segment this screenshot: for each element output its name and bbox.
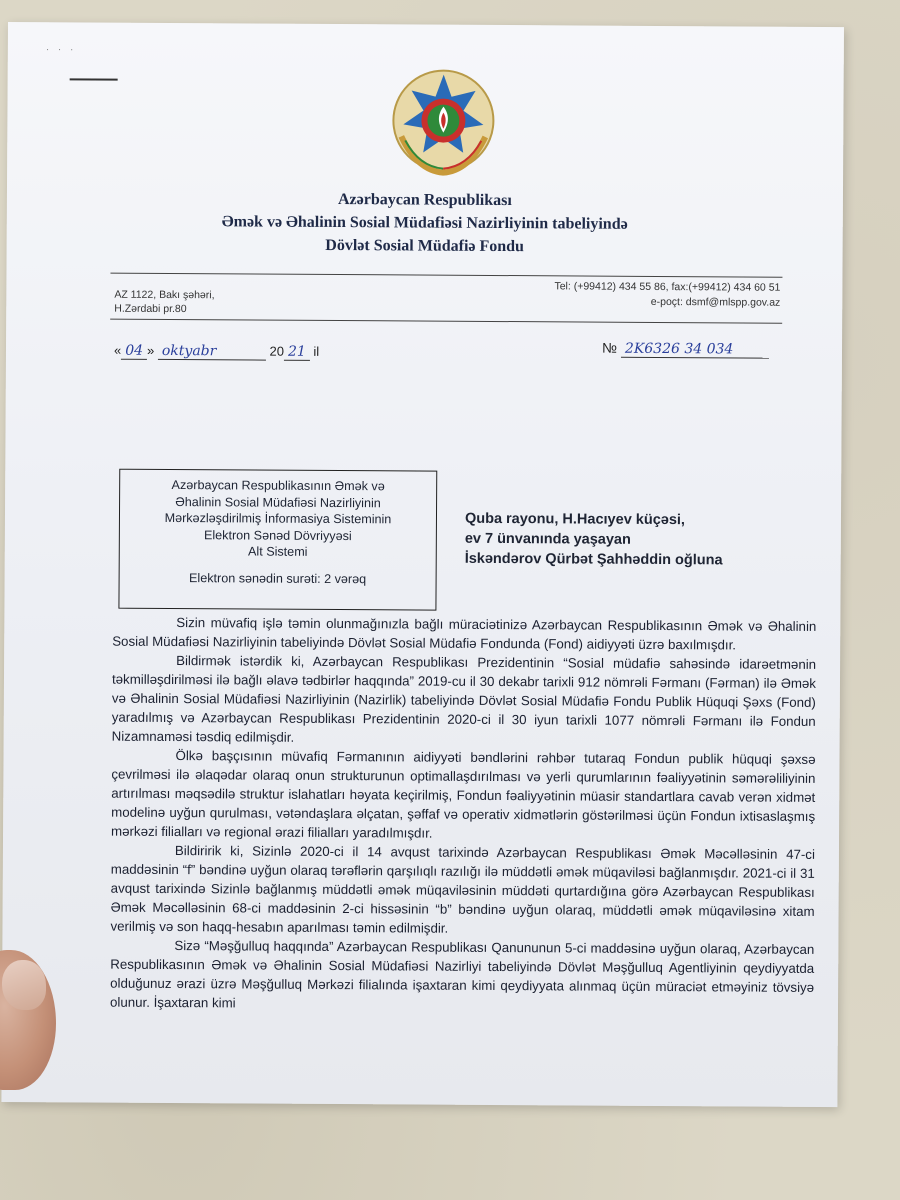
number-label: № [601,339,618,356]
stamp-line: Əhalinin Sosial Müdafiəsi Nazirliyinin [175,494,381,510]
letter-body [110,613,816,1016]
electronic-document-stamp [118,469,437,611]
telephone-fax: Tel: (+99412) 434 55 86, fax:(+99412) 434 60 51 [554,280,781,294]
body-paragraph: Ölkə başçısının müvafiq Fərmanının aidiyyəti bəndlərini rəhbər tutaraq Fondun publik hüquqi şəxsə çevrilməsi ilə əlaqədar olaraq onun strukturunun optimallaşdırılması və yerli qurumlarının fəaliyyətinin səmərəliliyinin artırılması məqsədilə struktur islahatları həyata keçirilmiş, Fondun fəaliyyətinin müasir standartlara cavab verən xidmət modelinə uyğun qurulması, vətəndaşlara əlçatan, şəffaf və operativ xidmətlərin göstərilməsi üçün Fondun ixtisaslaşmış mərkəzi filialları və regional ərazi filialları yaradılmışdır. [111,748,816,841]
header-rule-bottom [110,319,782,324]
body-paragraph: Bildirmək istərdik ki, Azərbaycan Respublikası Prezidentinin “Sosial müdafiə sahəsində idarəetmənin təkmilləşdirilməsi ilə bağlı əlavə tədbirlər haqqında” 2019-cu il 30 dekabr tarixli 912 nömrəli Fərmanı (Fərman) ilə Əmək və Əhalinin Sosial Müdafiəsi Nazirliyinin (Nazirlik) tabeliyində Dövlət Sosial Müdafiə Fondu Publik Hüquqi Şəxs (Fond) yaradılmış və Azərbaycan Respublikası Prezidentinin 2020-ci il 30 iyun tarixli 1077 nömrəli Fərmanı ilə Fondun Nizamnaməsi təsdiq edilmişdir. [111,653,817,745]
stamp-line: Mərkəzləşdirilmiş İnformasiya Sisteminin [164,510,392,527]
letter-number [602,340,769,359]
recipient-line: İskəndərov Qürbət Şahhəddin oğluna [464,550,723,569]
stamp-line: Azərbaycan Respublikasının Əmək və [171,478,385,494]
header-rule-top [110,273,782,278]
letter-date: « 04 » oktyabr 20 21 il [113,342,320,360]
recipient-line: Quba rayonu, H.Hacıyev küçəsi, [464,510,686,529]
corner-pencil-mark: · · · [45,44,77,56]
date-year-prefix: 20 [269,343,285,359]
state-emblem-icon [387,66,500,179]
address-line-1: AZ 1122, Bakı şəhəri, [114,288,215,302]
letter-page [1,22,844,1107]
date-day: 04 [121,343,147,360]
body-paragraph: Sizə “Məşğulluq haqqında” Azərbaycan Respublikası Qanununun 5-ci maddəsinə uyğun olaraq, Azərbaycan Respublikasının Əmək və Əhalinin Sosial Müdafiəsi Nazirliyi tabeliyində Dövlət Məşğulluq Agentliyinin qeydiyyatda olduğunuz ərazi üzrə Məşğulluq Mərkəzi filialında işaxtaran kimi qeydiyyata alınmaq üçün müraciət etməyiniz tövsiyə olunur. İşaxtaran kimi [109,938,815,1011]
email-address: e-poçt: dsmf@mlspp.gov.az [650,295,781,309]
header-line-3: Dövlət Sosial Müdafiə Fondu [325,236,525,256]
body-paragraph: Bildiririk ki, Sizinlə 2020-ci il 14 avqust tarixində Azərbaycan Respublikası Əmək Məcəlləsinin 47-ci maddəsinin “f” bəndinə uyğun olaraq tərəflərin qarşılıqlı razılığı ilə müddətli əmək müqaviləsi bağlanmışdır. 2021-ci il 31 avqust tarixində Sizinlə bağlanmış müddətli əmək müqaviləsinin müddəti qurtardığına görə Azərbaycan Respublikası Əmək Məcəlləsinin 68-ci maddəsinin 2-ci hissəsinin “b” bəndinə uyğun olaraq, müddətli əmək müqaviləsinə xitam verilmiş və son haqq-hesabın aparılması təmin edilmişdir. [110,843,815,936]
recipient-line: ev 7 ünvanında yaşayan [464,530,631,548]
date-suffix: il [313,343,320,359]
thumb-nail [2,960,46,1010]
number-value: 2K6326 34 034 [621,341,769,359]
recipient-block [465,509,723,571]
margin-dash [70,78,118,80]
header-line-1: Azərbaycan Respublikası [337,191,512,210]
date-year-suffix: 21 [284,344,310,361]
stamp-line: Elektron Sənəd Dövriyyəsi [203,527,352,543]
address-line-2: H.Zərdabi pr.80 [114,302,187,316]
stamp-line: Alt Sistemi [247,544,308,559]
date-month: oktyabr [158,343,266,361]
header-line-2: Əmək və Əhalinin Sosial Müdafiəsi Nazirliyinin tabeliyində [221,213,628,233]
stamp-copy-note: Elektron sənədin surəti: 2 vərəq [189,570,367,586]
body-paragraph: Sizin müvafiq işlə təmin olunmağınızla bağlı müraciətinizə Azərbaycan Respublikasının Əmək və Əhalinin Sosial Müdafiəsi Nazirliyinin tabeliyində Dövlət Sosial Müdafiə Fondunda (Fond) aidiyyəti üzrə baxılmışdır. [112,615,817,653]
